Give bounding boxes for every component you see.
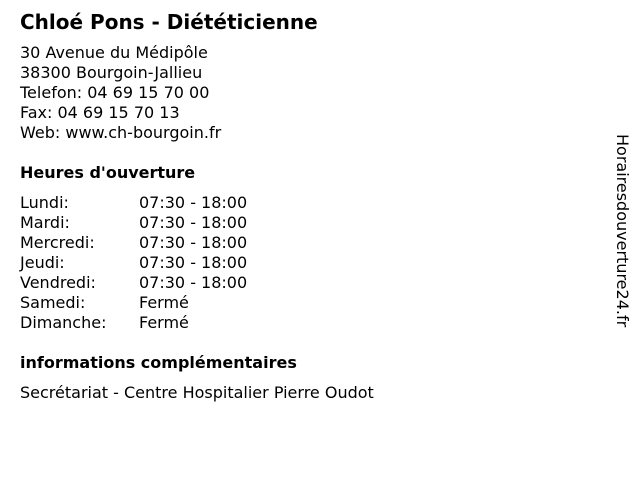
day-label: Mardi: — [20, 213, 70, 232]
hours-value: 07:30 - 18:00 — [139, 273, 248, 292]
address-city: 38300 Bourgoin-Jallieu — [20, 63, 203, 82]
hours-row-friday — [20, 273, 320, 293]
day-label: Lundi: — [20, 193, 69, 212]
phone-number: Telefon: 04 69 15 70 00 — [20, 83, 210, 102]
opening-hours-heading: Heures d'ouverture — [20, 163, 196, 182]
additional-info-text: Secrétariat - Centre Hospitalier Pierre Oudot — [20, 383, 374, 402]
day-label: Vendredi: — [20, 273, 96, 292]
additional-info-heading: informations complémentaires — [20, 353, 297, 372]
hours-value: 07:30 - 18:00 — [139, 193, 248, 212]
day-label: Dimanche: — [20, 313, 107, 332]
hours-value: 07:30 - 18:00 — [139, 253, 248, 272]
hours-value: Fermé — [139, 293, 189, 312]
hours-row-sunday — [20, 313, 320, 333]
hours-row-wednesday — [20, 233, 320, 253]
day-label: Mercredi: — [20, 233, 95, 252]
hours-row-monday — [20, 193, 320, 213]
day-label: Samedi: — [20, 293, 86, 312]
hours-row-saturday — [20, 293, 320, 313]
day-label: Jeudi: — [20, 253, 65, 272]
contact-block — [20, 43, 221, 143]
hours-value: 07:30 - 18:00 — [139, 213, 248, 232]
hours-value: 07:30 - 18:00 — [139, 233, 248, 252]
website: Web: www.ch-bourgoin.fr — [20, 123, 222, 142]
page-title: Chloé Pons - Diététicienne — [20, 10, 318, 34]
opening-hours-table — [20, 193, 320, 333]
hours-row-thursday — [20, 253, 320, 273]
hours-value: Fermé — [139, 313, 189, 332]
fax-number: Fax: 04 69 15 70 13 — [20, 103, 180, 122]
hours-row-tuesday — [20, 213, 320, 233]
address-street: 30 Avenue du Médipôle — [20, 43, 208, 62]
watermark-text: Horairesdouverture24.fr — [613, 134, 632, 328]
